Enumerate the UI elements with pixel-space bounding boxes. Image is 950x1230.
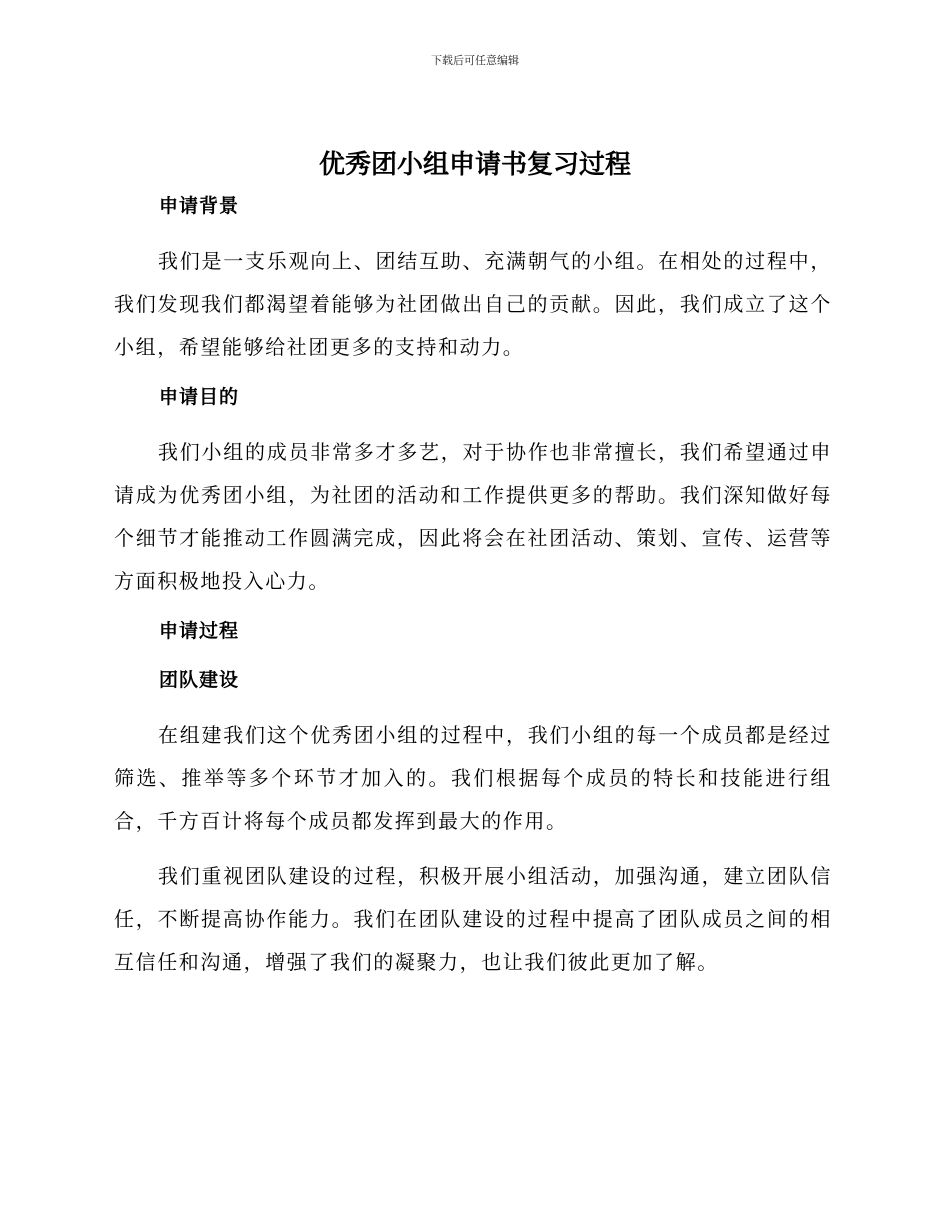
section-heading-team-building: 团队建设	[159, 669, 240, 691]
page-header-note: 下载后可任意编辑	[431, 54, 519, 67]
section-heading-purpose: 申请目的	[159, 386, 240, 408]
paragraph-background: 我们是一支乐观向上、团结互助、充满朝气的小组。在相处的过程中，我们发现我们都渴望着能够为社团做出自己的贡献。因此，我们成立了这个小组，希望能够给社团更多的支持和动力。	[114, 249, 832, 359]
paragraph-team-building-2: 我们重视团队建设的过程，积极开展小组活动，加强沟通，建立团队信任，不断提高协作能力。我们在团队建设的过程中提高了团队成员之间的相互信任和沟通，增强了我们的凝聚力，也让我们彼此更加了解。	[114, 864, 832, 974]
paragraph-purpose: 我们小组的成员非常多才多艺，对于协作也非常擅长，我们希望通过申请成为优秀团小组，为社团的活动和工作提供更多的帮助。我们深知做好每个细节才能推动工作圆满完成，因此将会在社团活动、策划、宣传、运营等方面积极地投入心力。	[114, 440, 832, 593]
document-body	[114, 190, 832, 984]
document-title: 优秀团小组申请书复习过程	[318, 150, 631, 180]
paragraph-team-building-1: 在组建我们这个优秀团小组的过程中，我们小组的每一个成员都是经过筛选、推举等多个环节才加入的。我们根据每个成员的特长和技能进行组合，千方百计将每个成员都发挥到最大的作用。	[114, 723, 832, 833]
section-heading-background: 申请背景	[159, 195, 240, 217]
section-heading-process: 申请过程	[159, 620, 240, 642]
